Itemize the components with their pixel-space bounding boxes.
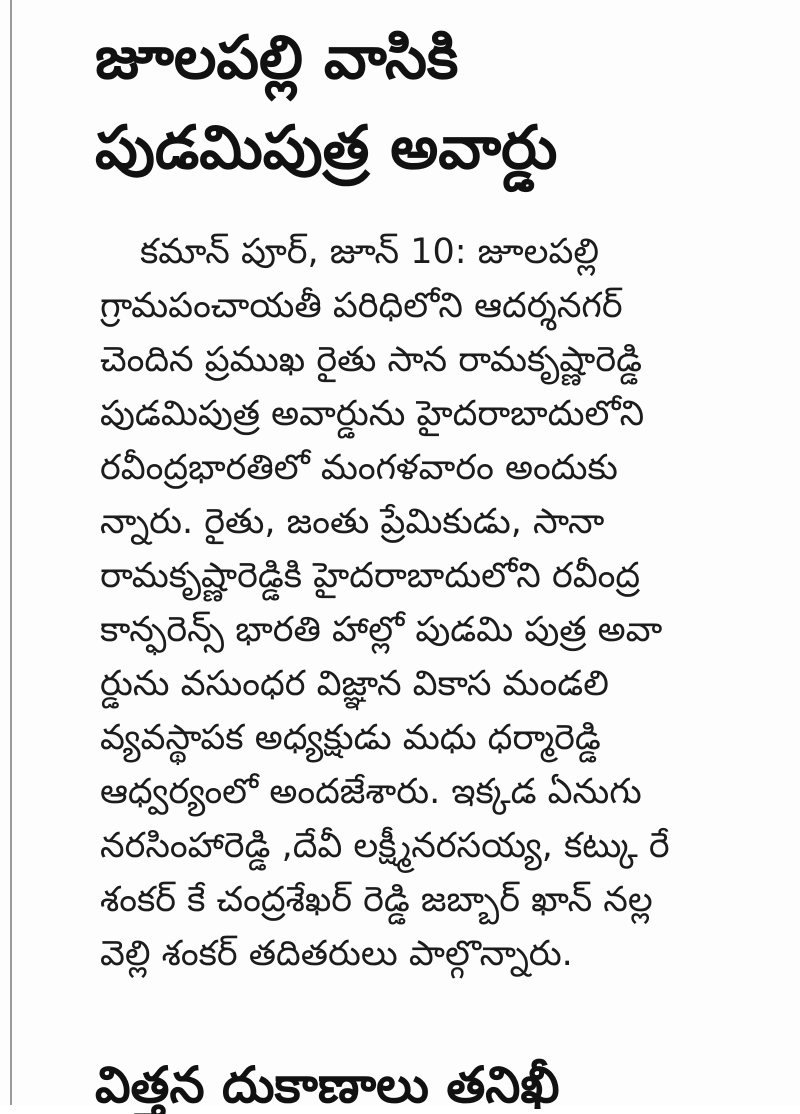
body-line: రామకృష్ణారెడ్డికి హైదరాబాదులోని రవీంద్ర [100,556,641,596]
body-line: పుడమిపుత్ర అవార్డును హైదరాబాదులోని [100,394,645,434]
column-divider [10,0,12,1105]
body-line: నరసింహారెడ్డి ,దేవీ లక్ష్మీనరసయ్య, కట్కు రే [100,826,670,866]
article-body [100,225,720,981]
body-line: ఆధ్వర్యంలో అందజేశారు. ఇక్కడ ఏనుగు [100,772,642,812]
body-line: కాన్ఫరెన్స్ భారతి హాల్లో పుడమి పుత్ర అవా [100,610,663,650]
body-line: చెందిన ప్రముఖ రైతు సాన రామకృష్ణారెడ్డి [100,340,642,380]
headline-line-1: జూలపల్లి వాసికి [95,23,459,93]
next-article-headline: విత్తన దుకాణాలు తనిఖీ [95,1056,560,1114]
body-line: వెల్లి శంకర్ తదితరులు పాల్గొన్నారు. [100,934,573,974]
headline-line-2: పుడమిపుత్ర అవార్డు [95,113,558,183]
body-line: శంకర్ కే చంద్రశేఖర్ రెడ్డి జబ్బార్ ఖాన్ నల్ల [100,880,653,920]
body-line: రవీంద్రభారతిలో మంగళవారం అందుకు [100,448,618,488]
body-line: కమాన్ పూర్, జూన్ 10: జూలపల్లి [140,232,600,272]
body-line: వ్యవస్థాపక అధ్యక్షుడు మధు ధర్మారెడ్డి [100,718,601,758]
body-line: ర్డును వసుంధర విజ్ఞాన వికాస మండలి [100,664,609,704]
body-line: గ్రామపంచాయతీ పరిధిలోని ఆదర్శనగర్ [100,286,623,326]
body-line: న్నారు. రైతు, జంతు ప్రేమికుడు, సానా [100,502,605,542]
